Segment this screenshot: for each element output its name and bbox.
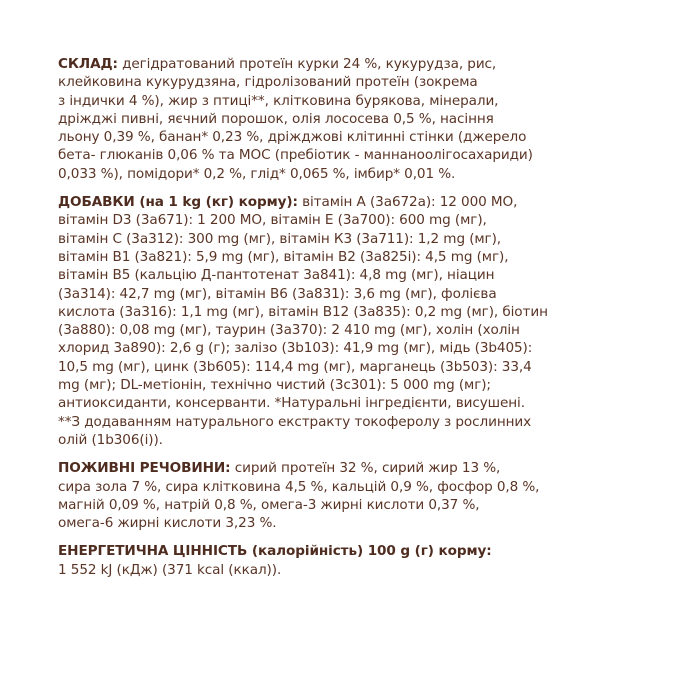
composition-heading: СКЛАД: [58, 56, 118, 72]
additives-line: 10,5 mg (мг), цинк (3b605): 114,4 mg (мг), марганець (3b503): 33,4 [58, 358, 532, 375]
composition-text: дегідратований протеїн курки 24 %, кукурудза, рис, [122, 56, 497, 72]
additives-line: (3а314): 42,7 mg (мг), вітамін В6 (3а831): 3,6 mg (мг), фолієва [58, 285, 497, 302]
composition-line: 0,033 %), помідори* 0,2 %, глід* 0,065 %, імбир* 0,01 %. [58, 165, 456, 182]
nutrients-line: омега-6 жирні кислоти 3,23 %. [58, 515, 277, 532]
additives-heading: ДОБАВКИ (на 1 kg (кг) корму): [58, 194, 298, 211]
additives-line: вітамін D3 (3a671): 1 200 МО, вітамін Е (3а700): 600 mg (мг), [58, 212, 487, 229]
additives-section [58, 193, 638, 449]
nutrients-text: сирий протеїн 32 %, сирий жир 13 %, [234, 460, 501, 477]
additives-line: **З додаванням натурального екстракту токоферолу з рослинних [58, 413, 532, 430]
additives-line: (3а880): 0,08 mg (мг), таурин (3а370): 2 410 mg (мг), холін (холін [58, 322, 520, 339]
composition-line-0 [58, 55, 638, 73]
nutrients-line-0 [58, 459, 638, 477]
composition-section [58, 55, 638, 183]
composition-line: з індички 4 %), жир з птиці**, клітковина бурякова, мінерали, [58, 92, 499, 109]
nutrients-heading: ПОЖИВНІ РЕЧОВИНИ: [58, 460, 231, 477]
additives-line: вітамін С (3а312): 300 mg (мг), вітамін К3 (3а711): 1,2 mg (мг), [58, 230, 502, 247]
additives-line: хлорид 3a890): 2,6 g (г); залізо (3b103): 41,9 mg (мг), мідь (3b405): [58, 340, 533, 357]
additives-line: антиоксиданти, консерванти. *Натуральні інгредієнти, висушені. [58, 395, 525, 412]
nutrients-section [58, 459, 638, 532]
composition-line: клейковина кукурудзяна, гідролізований протеїн (зокрема [58, 74, 478, 91]
additives-line: вітамін В1 (3а821): 5,9 mg (мг), вітамін В2 (3а825і): 4,5 mg (мг), [58, 248, 509, 265]
label-text-block [58, 55, 638, 579]
composition-line: бета- глюканів 0,06 % та MOC (пребіотик - маннаноолігосахариди) [58, 147, 533, 164]
composition-line: льону 0,39 %, банан* 0,23 %, дріжджові клітинні стінки (джерело [58, 129, 527, 146]
additives-line: кислота (3а316): 1,1 mg (мг), вітамін В12 (3а835): 0,2 mg (мг), біотин [58, 303, 548, 320]
additives-line: mg (мг); DL-метіонін, технічно чистий (3с301): 5 000 mg (мг); [58, 377, 491, 394]
energy-heading: ЕНЕРГЕТИЧНА ЦІННІСТЬ (калорійність) 100 g (г) корму: [58, 543, 492, 560]
nutrients-line: сира зола 7 %, сира клітковина 4,5 %, кальцій 0,9 %, фосфор 0,8 %, [58, 478, 540, 495]
additives-line-0 [58, 193, 638, 211]
additives-text: вітамін А (3а672а): 12 000 МО, [302, 194, 518, 211]
energy-section [58, 542, 638, 579]
additives-line: олій (1b306(i)). [58, 431, 163, 448]
nutrients-line: магній 0,09 %, натрій 0,8 %, омега-3 жирні кислоти 0,37 %, [58, 496, 480, 513]
additives-line: вітамін В5 (кальцію Д-пантотенат 3a841): 4,8 mg (мг), ніацин [58, 267, 495, 284]
composition-line: дріжджі пивні, яєчний порошок, олія лососева 0,5 %, насіння [58, 110, 494, 127]
energy-line: 1 552 kJ (кДж) (371 kcal (ккал)). [58, 561, 282, 578]
